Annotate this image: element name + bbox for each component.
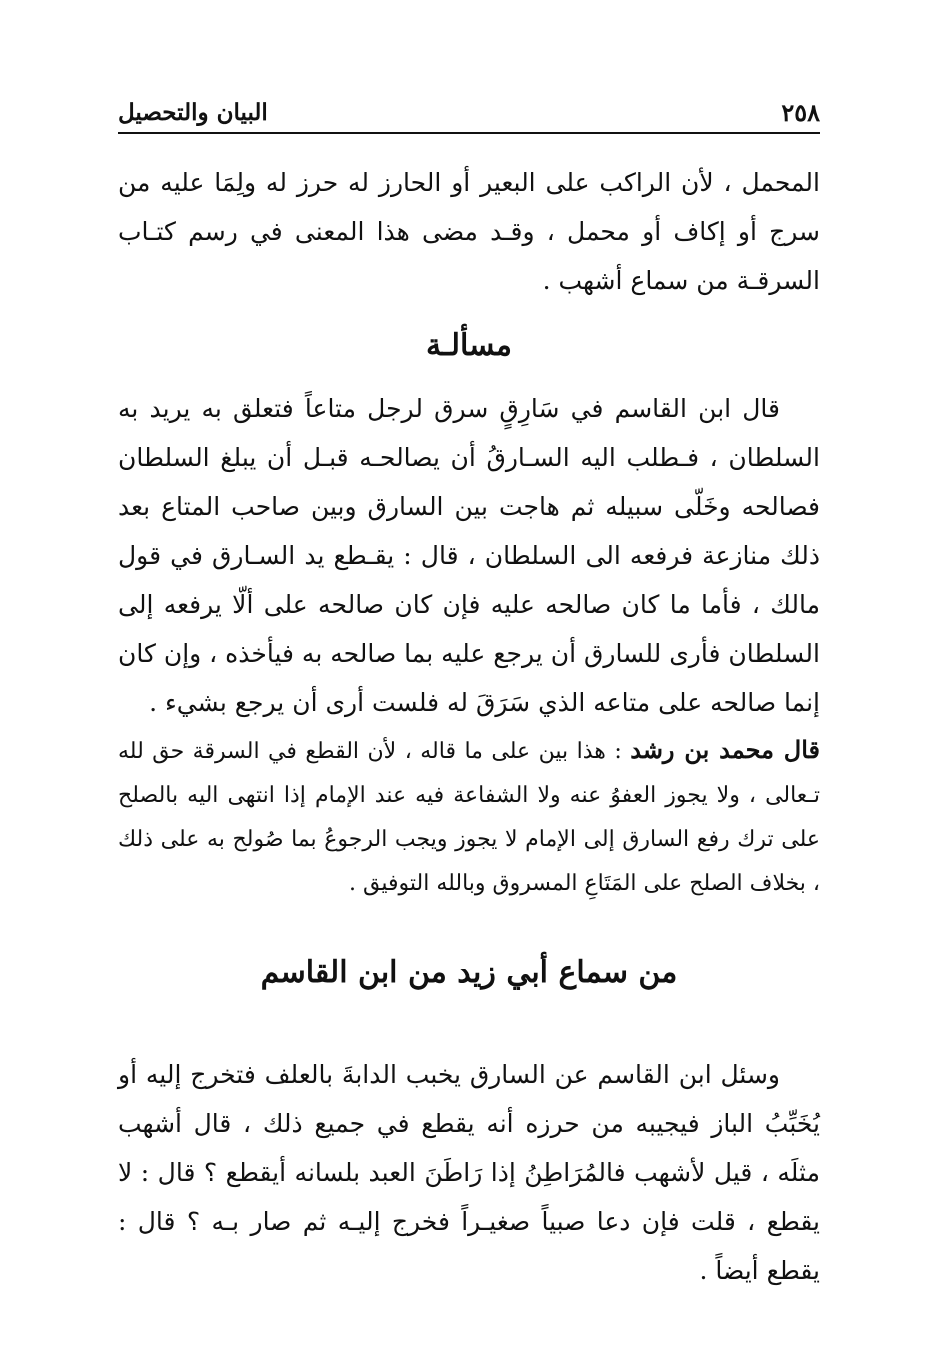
issue-heading: مسألـة (426, 328, 512, 363)
page-header (118, 92, 820, 134)
commentary-text: : هذا بين على ما قاله ، لأن القطع في السرقة حق لله تـعالى ، ولا يجوز العفوُ عنه ولا الشفاعة فيه عند الإمام إذا انتهى اليه بالصلح على ترك رفع السارق إلى الإمام لا يجوز ويجب الرجوعُ بما صُولح به على ذلك ، بخلاف الصلح على المَتَاعِ المسروق وبالله التوفيق . (118, 739, 820, 896)
section-heading: من سماع أبي زيد من ابن القاسم (260, 955, 678, 990)
paragraph-continuation: المحمل ، لأن الراكب على البعير أو الحارز له حرز له ولِمَا عليه من سرج أو إكاف أو محمل ، وقـد مضى هذا المعنى في رسم كتـاب السرقـة من سماع أشهب . (118, 168, 820, 295)
commentary-lead: قال محمد بن رشد (630, 735, 821, 764)
paragraph-section: وسئل ابن القاسم عن السارق يخبب الدابةَ بالعلف فتخرج إليه أو يُخَبِّبُ الباز فيجيبه من حرزه أنه يقطع في جميع ذلك ، قال أشهب مثلَه ، قيل لأشهب فالمُرَاطِنُ إذا رَاطَنَ العبد بلسانه أيقطع ؟ قال : لا يقطع ، قلت فإن دعا صبياً صغيـراً فخرج إليـه ثم صار بـه ؟ قال : يقطع أيضاً . (118, 1060, 820, 1285)
page-number: ٢٥٨ (781, 97, 820, 127)
paragraph-commentary (118, 728, 820, 906)
running-title: البيان والتحصيل (118, 98, 268, 126)
paragraph-issue: قال ابن القاسم في سَارِقٍ سرق لرجل متاعاً فتعلق به يريد به السلطان ، فـطلب اليه السـارقُ أن يصالحـه قبـل أن يبلغ السلطان فصالحه وخَلّى سبيله ثم هاجت بين السارق وبين صاحب المتاع بعد ذلك منازعة فرفعه الى السلطان ، قال : يقـطع يد السـارق في قول مالك ، فأما ما كان صالحه عليه فإن كان صالحه على ألّا يرفعه إلى السلطان فأرى للسارق أن يرجع عليه بما صالحه به فيأخذه ، وإن كان إنما صالحه على متاعه الذي سَرَقَ له فلست أرى أن يرجع بشيء . (118, 394, 820, 717)
